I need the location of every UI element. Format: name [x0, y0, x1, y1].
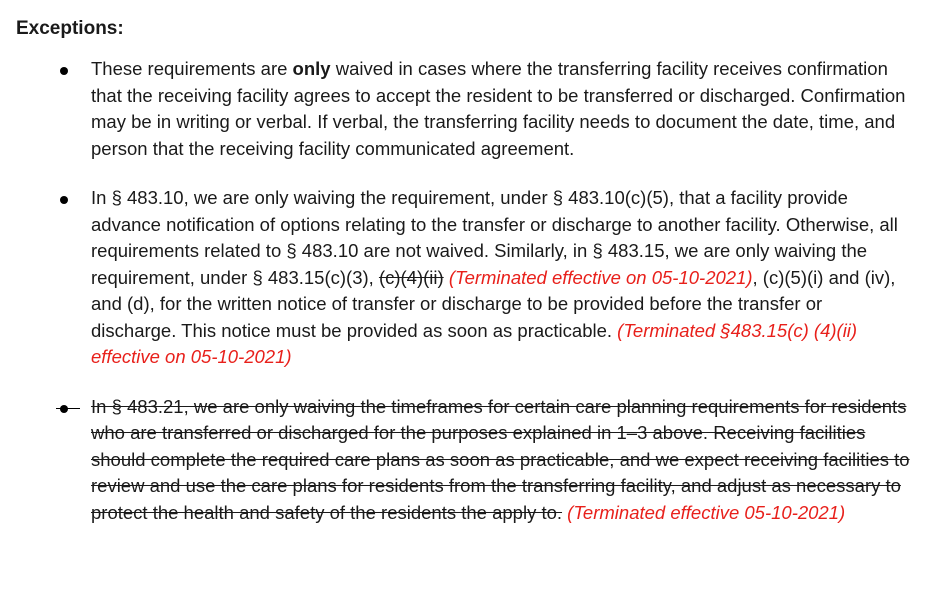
text-segment: These requirements are	[91, 58, 293, 79]
list-item-only-waived	[16, 56, 912, 162]
bullet-icon	[60, 196, 68, 204]
list-item-483-10	[16, 185, 912, 371]
terminated-note-end: (Terminated §483.15(c) (4)(ii) effective on 05-10-2021)	[91, 319, 858, 367]
exceptions-heading: Exceptions:	[16, 18, 124, 39]
text-segment: , (c)(5)(i) and (iv), and (d), for the written notice of transfer or discharge to be provided before the transfer or discharge. This notice must be provided as soon as practicable.	[91, 266, 896, 341]
bullet-icon	[60, 67, 68, 75]
text-struck: (c)(4)(ii)	[378, 266, 444, 288]
text-segment: waived in cases where the transferring facility receives confirmation that the receiving facility agrees to accept the resident to be transferred or discharged. Confirmation may be in writing or verbal. If verbal, the transferring facility needs to document the date, time, and person that the receiving facility communicated agreement.	[91, 58, 906, 159]
bullet-icon	[60, 405, 68, 413]
terminated-note: (Terminated effective 05-10-2021)	[562, 501, 846, 523]
list-item-483-21	[16, 394, 912, 527]
text-segment: In § 483.10, we are only waiving the requirement, under § 483.10(c)(5), that a facility provide advance notification of options relating to the transfer or discharge to another facility. Otherwise, all requirements related to § 483.10 are not waived. Similarly, in § 483.15, we are only waiving the requirement, under § 483.15(c)(3),	[91, 187, 898, 288]
text-struck: In § 483.21, we are only waiving the timeframes for certain care planning requirements for residents who are transferred or discharged for the purposes explained in 1–3 above. Receiving facilities should complete the required care plans as soon as practicable, and we expect receiving facilities to review and use the care plans for residents from the transferring facility, and adjust as necessary to protect the health and safety of the residents the apply to.	[91, 395, 910, 523]
terminated-note: (Terminated effective on 05-10-2021)	[448, 266, 753, 288]
exceptions-list	[16, 56, 912, 526]
text-bold-only: only	[292, 58, 331, 79]
